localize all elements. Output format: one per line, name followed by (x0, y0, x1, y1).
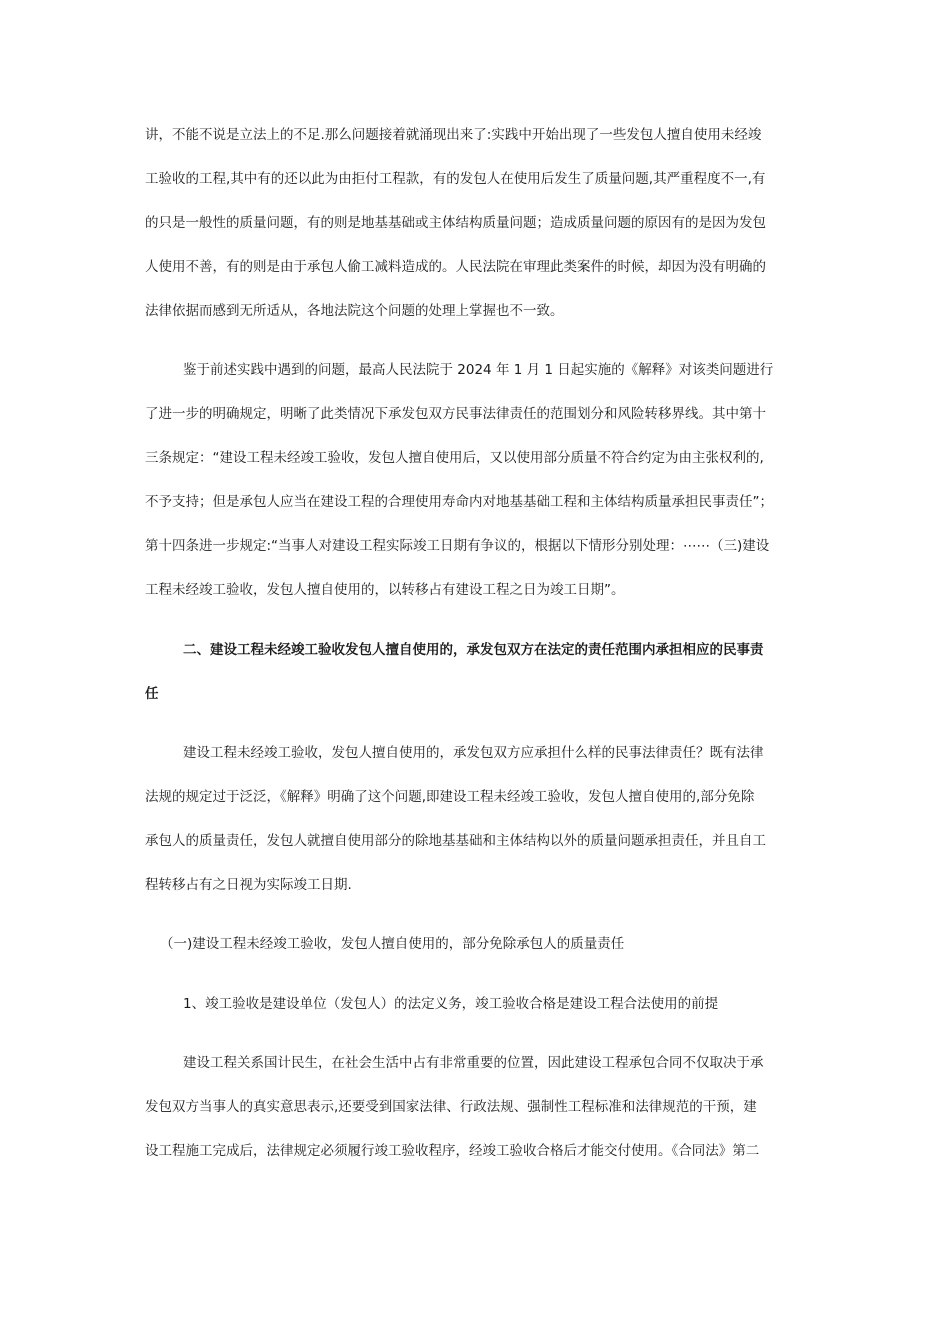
paragraph-line: 法规的规定过于泛泛，《解释》明确了这个问题,即建设工程未经竣工验收，发包人擅自使用的,部分免除 (145, 789, 755, 805)
paragraph-line: 法律依据而感到无所适从，各地法院这个问题的处理上掌握也不一致。 (145, 303, 564, 319)
paragraph-line: 工验收的工程,其中有的还以此为由拒付工程款，有的发包人在使用后发生了质量问题,其严重程度不一,有 (145, 171, 766, 187)
paragraph-line: 程转移占有之日视为实际竣工日期. (145, 877, 352, 893)
section-heading: 二、建设工程未经竣工验收发包人擅自使用的，承发包双方在法定的责任范围内承担相应的民事责 (183, 642, 764, 658)
paragraph-line: 建设工程未经竣工验收，发包人擅自使用的，承发包双方应承担什么样的民事法律责任？既有法律 (183, 745, 764, 761)
paragraph-line: 了进一步的明确规定，明晰了此类情况下承发包双方民事法律责任的范围划分和风险转移界线。其中第十 (145, 406, 766, 422)
paragraph-line: 三条规定：“建设工程未经竣工验收，发包人擅自使用后，又以使用部分质量不符合约定为由主张权利的, (145, 450, 764, 466)
paragraph-line: 发包双方当事人的真实意思表示,还要受到国家法律、行政法规、强制性工程标准和法律规范的干预，建 (145, 1099, 757, 1115)
paragraph-line: 不予支持；但是承包人应当在建设工程的合理使用寿命内对地基基础工程和主体结构质量承担民事责任”； (145, 494, 773, 510)
subsection-heading: 1、竣工验收是建设单位（发包人）的法定义务，竣工验收合格是建设工程合法使用的前提 (183, 996, 719, 1012)
section-heading: 任 (145, 686, 159, 702)
paragraph-line: 工程未经竣工验收，发包人擅自使用的，以转移占有建设工程之日为竣工日期”。 (145, 582, 625, 598)
paragraph-line: 建设工程关系国计民生，在社会生活中占有非常重要的位置，因此建设工程承包合同不仅取决于承 (183, 1055, 764, 1071)
paragraph-line: 的只是一般性的质量问题，有的则是地基基础或主体结构质量问题；造成质量问题的原因有的是因为发包 (145, 215, 766, 231)
paragraph-line: 承包人的质量责任，发包人就擅自使用部分的除地基基础和主体结构以外的质量问题承担责任，并且自工 (145, 833, 766, 849)
subsection-heading: （一)建设工程未经竣工验收，发包人擅自使用的，部分免除承包人的质量责任 (160, 936, 625, 952)
paragraph-line: 鉴于前述实践中遇到的问题，最高人民法院于 2024 年 1 月 1 日起实施的《解释》对该类问题进行 (183, 362, 774, 378)
paragraph-line: 设工程施工完成后，法律规定必须履行竣工验收程序，经竣工验收合格后才能交付使用。《合同法》第二 (145, 1143, 760, 1159)
paragraph-line: 讲，不能不说是立法上的不足.那么问题接着就涌现出来了:实践中开始出现了一些发包人擅自使用未经竣 (145, 127, 762, 143)
paragraph-line: 第十四条进一步规定:“当事人对建设工程实际竣工日期有争议的，根据以下情形分别处理：⋯⋯（三)建设 (145, 538, 770, 554)
paragraph-line: 人使用不善，有的则是由于承包人偷工减料造成的。人民法院在审理此类案件的时候，却因为没有明确的 (145, 259, 766, 275)
